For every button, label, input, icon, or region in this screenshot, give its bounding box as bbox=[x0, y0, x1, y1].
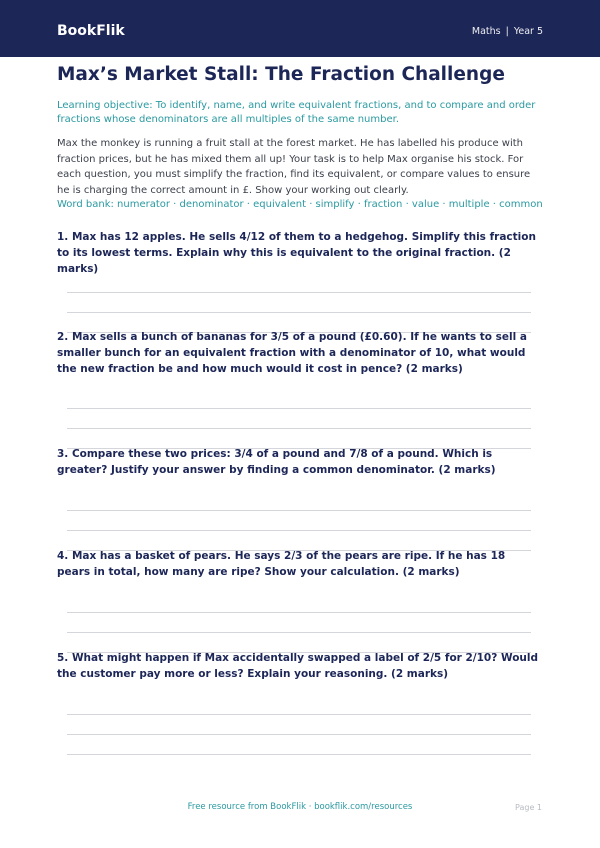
separator: | bbox=[505, 26, 509, 37]
answer-line[interactable] bbox=[67, 428, 531, 429]
worksheet-title: Max’s Market Stall: The Fraction Challenge bbox=[57, 64, 505, 85]
answer-line[interactable] bbox=[67, 292, 531, 293]
brand-logo[interactable]: BookFlik bbox=[57, 23, 125, 39]
page-number: Page 1 bbox=[515, 803, 542, 812]
answer-line[interactable] bbox=[67, 734, 531, 735]
answer-line[interactable] bbox=[67, 510, 531, 511]
year-label: Year 5 bbox=[513, 26, 543, 37]
answer-line[interactable] bbox=[67, 754, 531, 755]
answer-line[interactable] bbox=[67, 530, 531, 531]
subject-year-label bbox=[472, 26, 543, 37]
learning-objective: Learning objective: To identify, name, and write equivalent fractions, and to compare and order fractions whose denominators are all multiples of the same number. bbox=[57, 100, 536, 125]
page-header bbox=[0, 0, 600, 57]
answer-line[interactable] bbox=[67, 612, 531, 613]
question-2: 2. Max sells a bunch of bananas for 3/5 of a pound (£0.60). If he wants to sell a smaller bunch for an equivalent fraction with a denominator of 10, what would the new fraction be and how much would it cost in pence? (2 marks) bbox=[57, 331, 527, 375]
intro-paragraph: Max the monkey is running a fruit stall at the forest market. He has labelled his produce with fraction prices, but he has mixed them all up! Your task is to help Max organise his stock. For each question, you must simplify the fraction, find its equivalent, or compare values to ensure he is charging the correct amount in £. Show your working out clearly. bbox=[57, 138, 531, 196]
question-5: 5. What might happen if Max accidentally swapped a label of 2/5 for 2/10? Would the customer pay more or less? Explain your reasoning. (2 marks) bbox=[57, 652, 538, 680]
word-bank: Word bank: numerator · denominator · equivalent · simplify · fraction · value · multiple · common bbox=[57, 199, 543, 210]
answer-line[interactable] bbox=[67, 714, 531, 715]
answer-line[interactable] bbox=[67, 408, 531, 409]
question-4: 4. Max has a basket of pears. He says 2/3 of the pears are ripe. If he has 18 pears in total, how many are ripe? Show your calculation. (2 marks) bbox=[57, 550, 506, 578]
question-1: 1. Max has 12 apples. He sells 4/12 of them to a hedgehog. Simplify this fraction to its lowest terms. Explain why this is equivalent to the original fraction. (2 marks) bbox=[57, 231, 536, 275]
answer-line[interactable] bbox=[67, 632, 531, 633]
answer-line[interactable] bbox=[67, 312, 531, 313]
subject-label: Maths bbox=[471, 26, 501, 37]
question-3: 3. Compare these two prices: 3/4 of a pound and 7/8 of a pound. Which is greater? Justify your answer by finding a common denominator. (2 marks) bbox=[57, 448, 496, 476]
footer-resource-link[interactable]: Free resource from BookFlik · bookflik.com/resources bbox=[187, 802, 413, 812]
